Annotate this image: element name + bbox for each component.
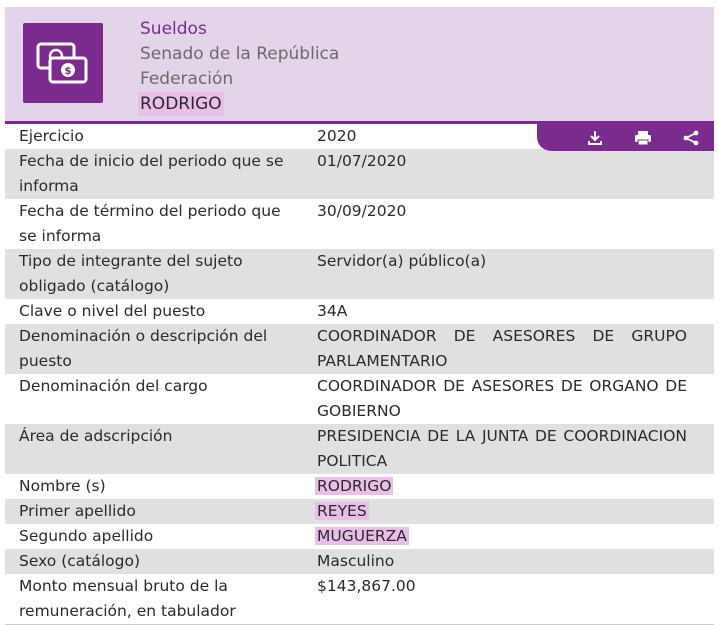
row-value: Masculino — [317, 552, 395, 570]
row-value: 2020 — [317, 127, 357, 145]
row-segundo-apellido — [5, 524, 714, 549]
svg-text:$: $ — [64, 66, 72, 77]
row-value: Servidor(a) público(a) — [317, 252, 487, 270]
row-label: Denominación del cargo — [19, 377, 208, 395]
money-icon — [23, 23, 103, 103]
row-label: Ejercicio — [19, 127, 84, 145]
row-monto-mensual — [5, 574, 714, 624]
row-sexo — [5, 549, 714, 574]
row-label: Área de adscripción — [19, 427, 173, 445]
person-name: RODRIGO — [140, 94, 222, 114]
print-icon[interactable] — [632, 127, 654, 149]
row-label: Denominación o descripción del puesto — [19, 327, 268, 370]
row-label: Primer apellido — [19, 502, 136, 520]
row-area-adscripcion — [5, 424, 714, 474]
row-value: PRESIDENCIA DE LA JUNTA DE COORDINACION POLITICA — [317, 427, 687, 470]
row-nombre — [5, 474, 714, 499]
details-table — [5, 124, 714, 625]
row-value: 01/07/2020 — [317, 152, 407, 170]
row-value: $143,867.00 — [317, 577, 416, 595]
row-label: Nombre (s) — [19, 477, 106, 495]
row-clave-puesto — [5, 299, 714, 324]
row-value: COORDINADOR DE ASESORES DE ORGANO DE GOBIERNO — [317, 377, 687, 420]
institution-name: Senado de la República — [140, 44, 340, 64]
row-value: RODRIGO — [317, 477, 392, 495]
action-toolbar — [537, 124, 714, 151]
row-label: Fecha de término del periodo que se informa — [19, 202, 281, 245]
row-label: Segundo apellido — [19, 527, 154, 545]
row-value: REYES — [317, 502, 367, 520]
share-icon[interactable] — [680, 127, 702, 149]
row-value: 34A — [317, 302, 348, 320]
row-primer-apellido — [5, 499, 714, 524]
download-icon[interactable] — [584, 127, 606, 149]
row-label: Clave o nivel del puesto — [19, 302, 206, 320]
row-denominacion-puesto — [5, 324, 714, 374]
row-tipo-integrante — [5, 249, 714, 299]
salary-card — [5, 7, 714, 625]
row-label: Fecha de inicio del periodo que se informa — [19, 152, 284, 195]
row-fecha-termino — [5, 199, 714, 249]
category-title: Sueldos — [140, 19, 207, 39]
row-value: MUGUERZA — [317, 527, 407, 545]
row-denominacion-cargo — [5, 374, 714, 424]
row-value: 30/09/2020 — [317, 202, 407, 220]
row-label: Sexo (catálogo) — [19, 552, 141, 570]
row-value: COORDINADOR DE ASESORES DE GRUPO PARLAMENTARIO — [317, 327, 687, 370]
row-label: Monto mensual bruto de la remuneración, en tabulador — [19, 577, 236, 620]
card-header — [5, 7, 714, 121]
government-level: Federación — [140, 69, 234, 89]
row-fecha-inicio — [5, 149, 714, 199]
row-label: Tipo de integrante del sujeto obligado (catálogo) — [19, 252, 243, 295]
